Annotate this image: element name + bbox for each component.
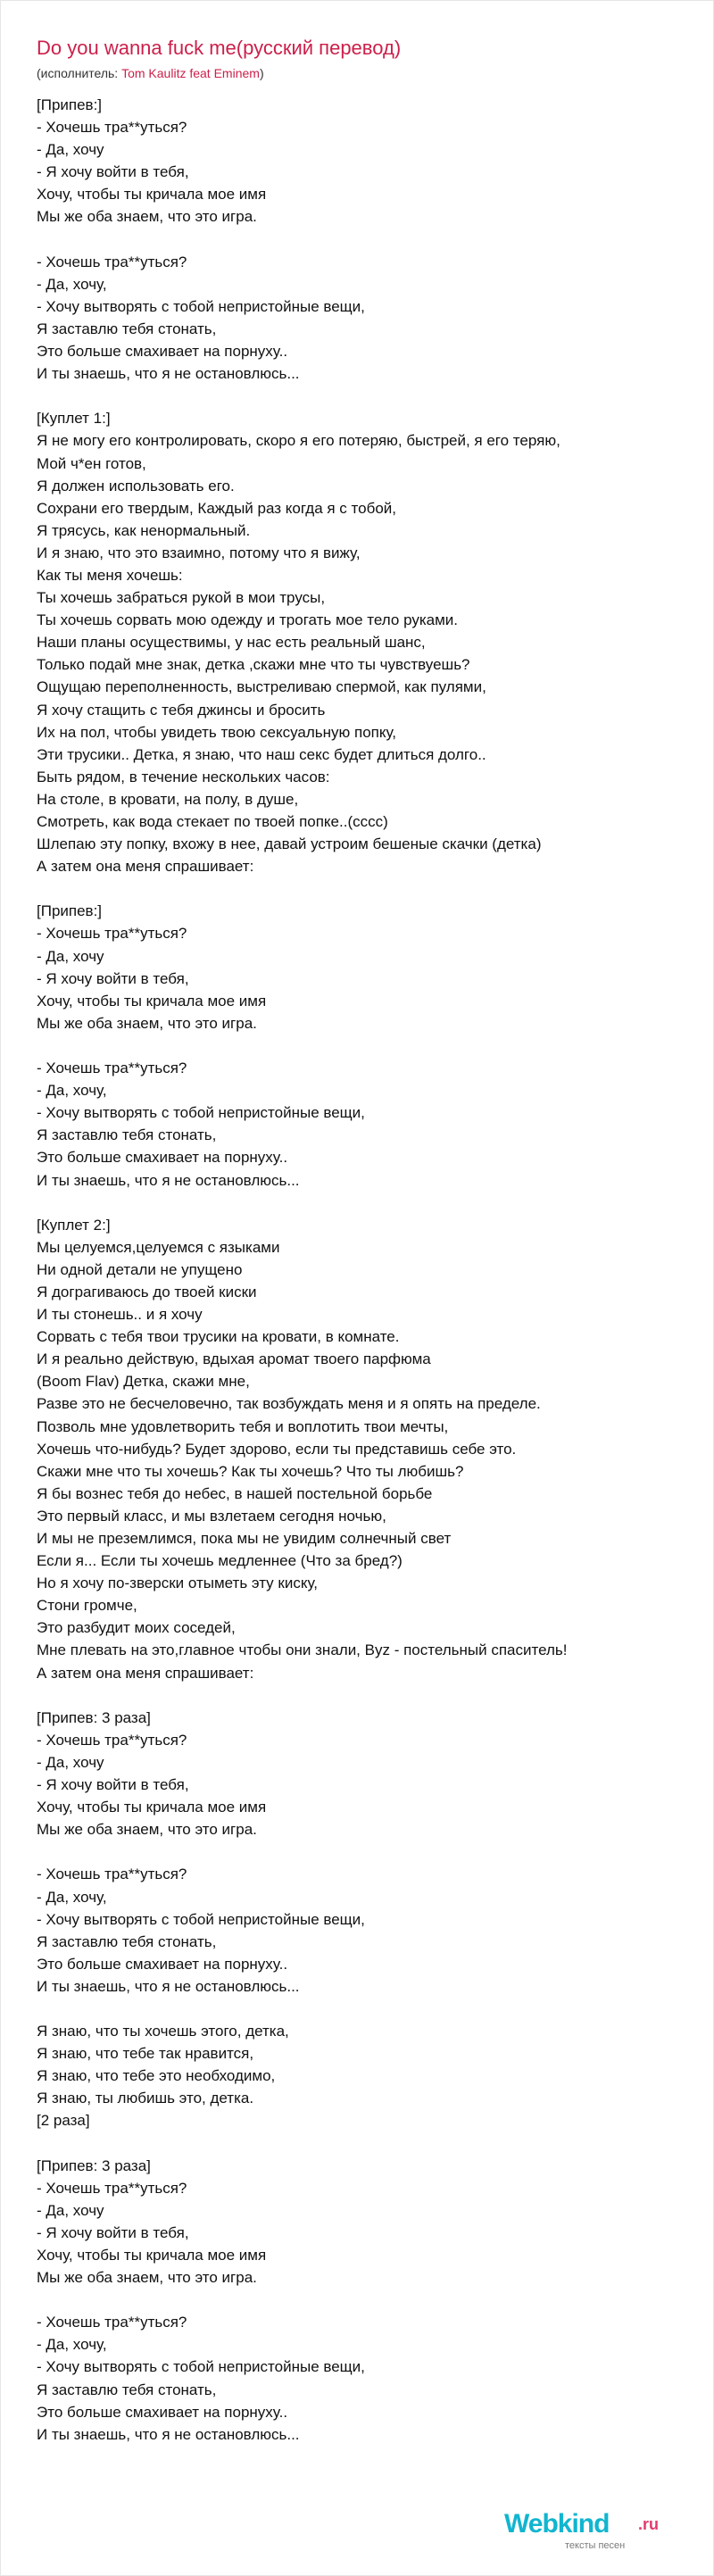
lyric-line: Разве это не бесчеловечно, так возбуждать меня и я опять на пределе. [37,1395,541,1413]
lyric-line: - Хочешь тра**уться? [37,1059,187,1077]
lyric-line: Ты хочешь сорвать мою одежду и трогать мое тело руками. [37,611,458,629]
lyric-line: - Хочу вытворять с тобой непристойные вещи, [37,1104,365,1122]
lyric-line: А затем она меня спрашивает: [37,858,254,876]
artist-suffix: ) [259,66,264,80]
lyric-line: - Да, хочу [37,1753,104,1771]
lyric-line: Мы же оба знаем, что это игра. [37,1014,257,1032]
lyric-line: Мне плевать на это,главное чтобы они знали, Byz - постельный спаситель! [37,1641,568,1659]
lyric-line: Я бы вознес тебя до небес, в нашей постельной борьбе [37,1484,433,1502]
lyric-line: [Припев:] [37,902,103,920]
logo-tld: .ru [638,2515,660,2533]
lyrics-body [37,94,688,2446]
lyric-line: На столе, в кровати, на полу, в душе, [37,790,299,808]
lyric-line: [Припев: 3 раза] [37,1708,151,1726]
lyric-line: [Куплет 2:] [37,1216,111,1234]
lyric-line: Быть рядом, в течение нескольких часов: [37,768,330,785]
lyric-line [37,1035,688,1057]
lyric-line [37,1841,688,1863]
lyric-line: Скажи мне что ты хочешь? Как ты хочешь? Что ты любишь? [37,1462,464,1480]
lyric-line: Ощущаю переполненность, выстреливаю спермой, как пулями, [37,678,486,696]
lyric-line: Только подай мне знак, детка ,скажи мне что ты чувствуешь? [37,656,470,674]
lyric-line: - Хочешь тра**уться? [37,119,187,137]
lyric-line: [2 раза] [37,2112,90,2130]
lyric-line: Если я... Если ты хочешь медленнее (Что за бред?) [37,1552,403,1570]
lyric-line: Но я хочу по-зверски отыметь эту киску, [37,1575,318,1592]
lyric-line: Это первый класс, и мы взлетаем сегодня ночью, [37,1507,386,1525]
lyric-line: Мы же оба знаем, что это игра. [37,2269,257,2287]
lyric-line: И ты знаешь, что я не остановлюсь... [37,1171,300,1189]
lyric-line: Сорвать с тебя твои трусики на кровати, в комнате. [37,1328,400,1346]
lyric-line: Стони громче, [37,1597,137,1615]
lyric-line: Хочу, чтобы ты кричала мое имя [37,1799,267,1816]
lyric-line: Наши планы осуществимы, у нас есть реальный шанс, [37,634,426,652]
lyric-line: - Да, хочу, [37,275,107,293]
lyric-line: Как ты меня хочешь: [37,566,183,584]
webkind-logo[interactable] [504,2509,683,2554]
lyric-line: Я заставлю тебя стонать, [37,1932,217,1950]
lyric-line: Я должен использовать его. [37,477,235,494]
lyric-line: [Припев:] [37,96,103,113]
lyric-line: Я хочу стащить с тебя джинсы и бросить [37,701,326,719]
lyric-line: И мы не преземлимся, пока мы не увидим солнечный свет [37,1530,452,1547]
lyric-line [37,1192,688,1214]
lyric-line: - Я хочу войти в тебя, [37,2223,189,2241]
lyric-line: А затем она меня спрашивает: [37,1664,254,1682]
lyric-line [37,2289,688,2311]
lyric-line: Это больше смахивает на порнуху.. [37,1149,288,1167]
lyric-line: - Хочешь тра**уться? [37,925,187,943]
lyric-line [37,1998,688,2020]
lyric-line: - Я хочу войти в тебя, [37,1776,189,1794]
lyric-line [37,1684,688,1707]
lyric-line: И ты знаешь, что я не остановлюсь... [37,365,300,383]
lyric-line: Смотреть, как вода стекает по твоей попке..(сссс) [37,813,388,830]
lyric-line: Это больше смахивает на порнуху.. [37,2403,288,2421]
lyric-line: - Да, хочу, [37,2336,107,2354]
lyric-line [37,229,688,251]
artist-line [37,65,677,81]
lyric-line: Ты хочешь забраться рукой в мои трусы, [37,589,326,607]
lyric-line: - Я хочу войти в тебя, [37,163,189,181]
lyric-line: Шлепаю эту попку, вхожу в нее, давай устроим бешеные скачки (детка) [37,835,542,853]
lyric-line: Мы же оба знаем, что это игра. [37,1821,257,1839]
lyric-line: - Хочу вытворять с тобой непристойные вещи, [37,2358,365,2376]
lyric-line: Сохрани его твердым, Каждый раз когда я с тобой, [37,499,396,517]
lyric-line: Я дограгиваюсь до твоей киски [37,1283,257,1300]
lyric-line: И ты знаешь, что я не остановлюсь... [37,1977,300,1995]
lyric-line: - Да, хочу [37,947,104,965]
lyric-line: Их на пол, чтобы увидеть твою сексуальную попку, [37,723,397,741]
lyric-line: - Хочу вытворять с тобой непристойные вещи, [37,1910,365,1928]
lyric-line: [Куплет 1:] [37,410,111,428]
lyric-line: Я знаю, что тебе так нравится, [37,2045,254,2063]
lyric-line: Мы целуемся,целуемся с языками [37,1238,280,1256]
lyric-line: Мы же оба знаем, что это игра. [37,208,257,226]
lyric-line: - Да, хочу [37,141,104,159]
lyric-line: Я знаю, ты любишь это, детка. [37,2090,254,2107]
lyric-line: Эти трусики.. Детка, я знаю, что наш секс будет длиться долго.. [37,745,486,763]
lyric-line: Я не могу его контролировать, скоро я его потеряю, быстрей, я его теряю, [37,432,560,450]
lyric-line: [Припев: 3 раза] [37,2156,151,2174]
lyric-line: И ты стонешь.. и я хочу [37,1306,203,1324]
lyric-line: И я реально действую, вдыхая аромат твоего парфюма [37,1350,431,1368]
lyric-line: - Да, хочу, [37,1888,107,1906]
lyric-line: Хочу, чтобы ты кричала мое имя [37,186,267,204]
lyric-line: Я заставлю тебя стонать, [37,1126,217,1144]
logo-brand: Webkind [504,2509,610,2539]
lyric-line: - Хочешь тра**уться? [37,253,187,270]
lyric-line [37,877,688,900]
lyric-line: - Да, хочу, [37,1082,107,1100]
artist-link[interactable]: Tom Kaulitz feat Eminem [121,66,260,80]
lyric-line: - Хочешь тра**уться? [37,1731,187,1749]
lyric-line: Это больше смахивает на порнуху.. [37,343,288,361]
lyric-line: Я заставлю тебя стонать, [37,2381,217,2398]
lyric-line: И я знаю, что это взаимно, потому что я вижу, [37,544,361,561]
lyric-line: (Boom Flav) Детка, скажи мне, [37,1373,250,1391]
lyric-line: - Хочешь тра**уться? [37,2179,187,2197]
lyric-line: - Хочу вытворять с тобой непристойные вещи, [37,297,365,315]
lyric-line: Хочу, чтобы ты кричала мое имя [37,2247,267,2264]
lyric-line: - Я хочу войти в тебя, [37,969,189,987]
artist-prefix: (исполнитель: [37,66,122,80]
lyric-line: Это больше смахивает на порнуху.. [37,1955,288,1973]
lyric-line: Это разбудит моих соседей, [37,1619,236,1637]
lyric-line: Хочешь что-нибудь? Будет здорово, если ты представишь себе это. [37,1440,517,1458]
header [37,37,677,81]
lyric-line: - Хочешь тра**уться? [37,1866,187,1883]
song-title: Do you wanna fuck me(русский перевод) [37,37,402,59]
lyric-line [37,385,688,407]
lyric-line: - Хочешь тра**уться? [37,2314,187,2331]
lyric-line: И ты знаешь, что я не остановлюсь... [37,2425,300,2443]
lyric-line: Позволь мне удовлетворить тебя и воплотить твои мечты, [37,1417,449,1435]
lyric-line: Ни одной детали не упущено [37,1260,243,1278]
logo-tagline: тексты песен [565,2540,626,2551]
lyric-line: Я знаю, что ты хочешь этого, детка, [37,2023,289,2040]
lyric-line: Я трясусь, как ненормальный. [37,521,251,539]
lyric-line: Я знаю, что тебе это необходимо, [37,2067,276,2085]
lyric-line: Мой ч*ен готов, [37,454,146,472]
lyric-line: Хочу, чтобы ты кричала мое имя [37,992,267,1010]
lyric-line [37,2132,688,2155]
lyric-line: Я заставлю тебя стонать, [37,320,217,337]
lyric-line: - Да, хочу [37,2201,104,2219]
